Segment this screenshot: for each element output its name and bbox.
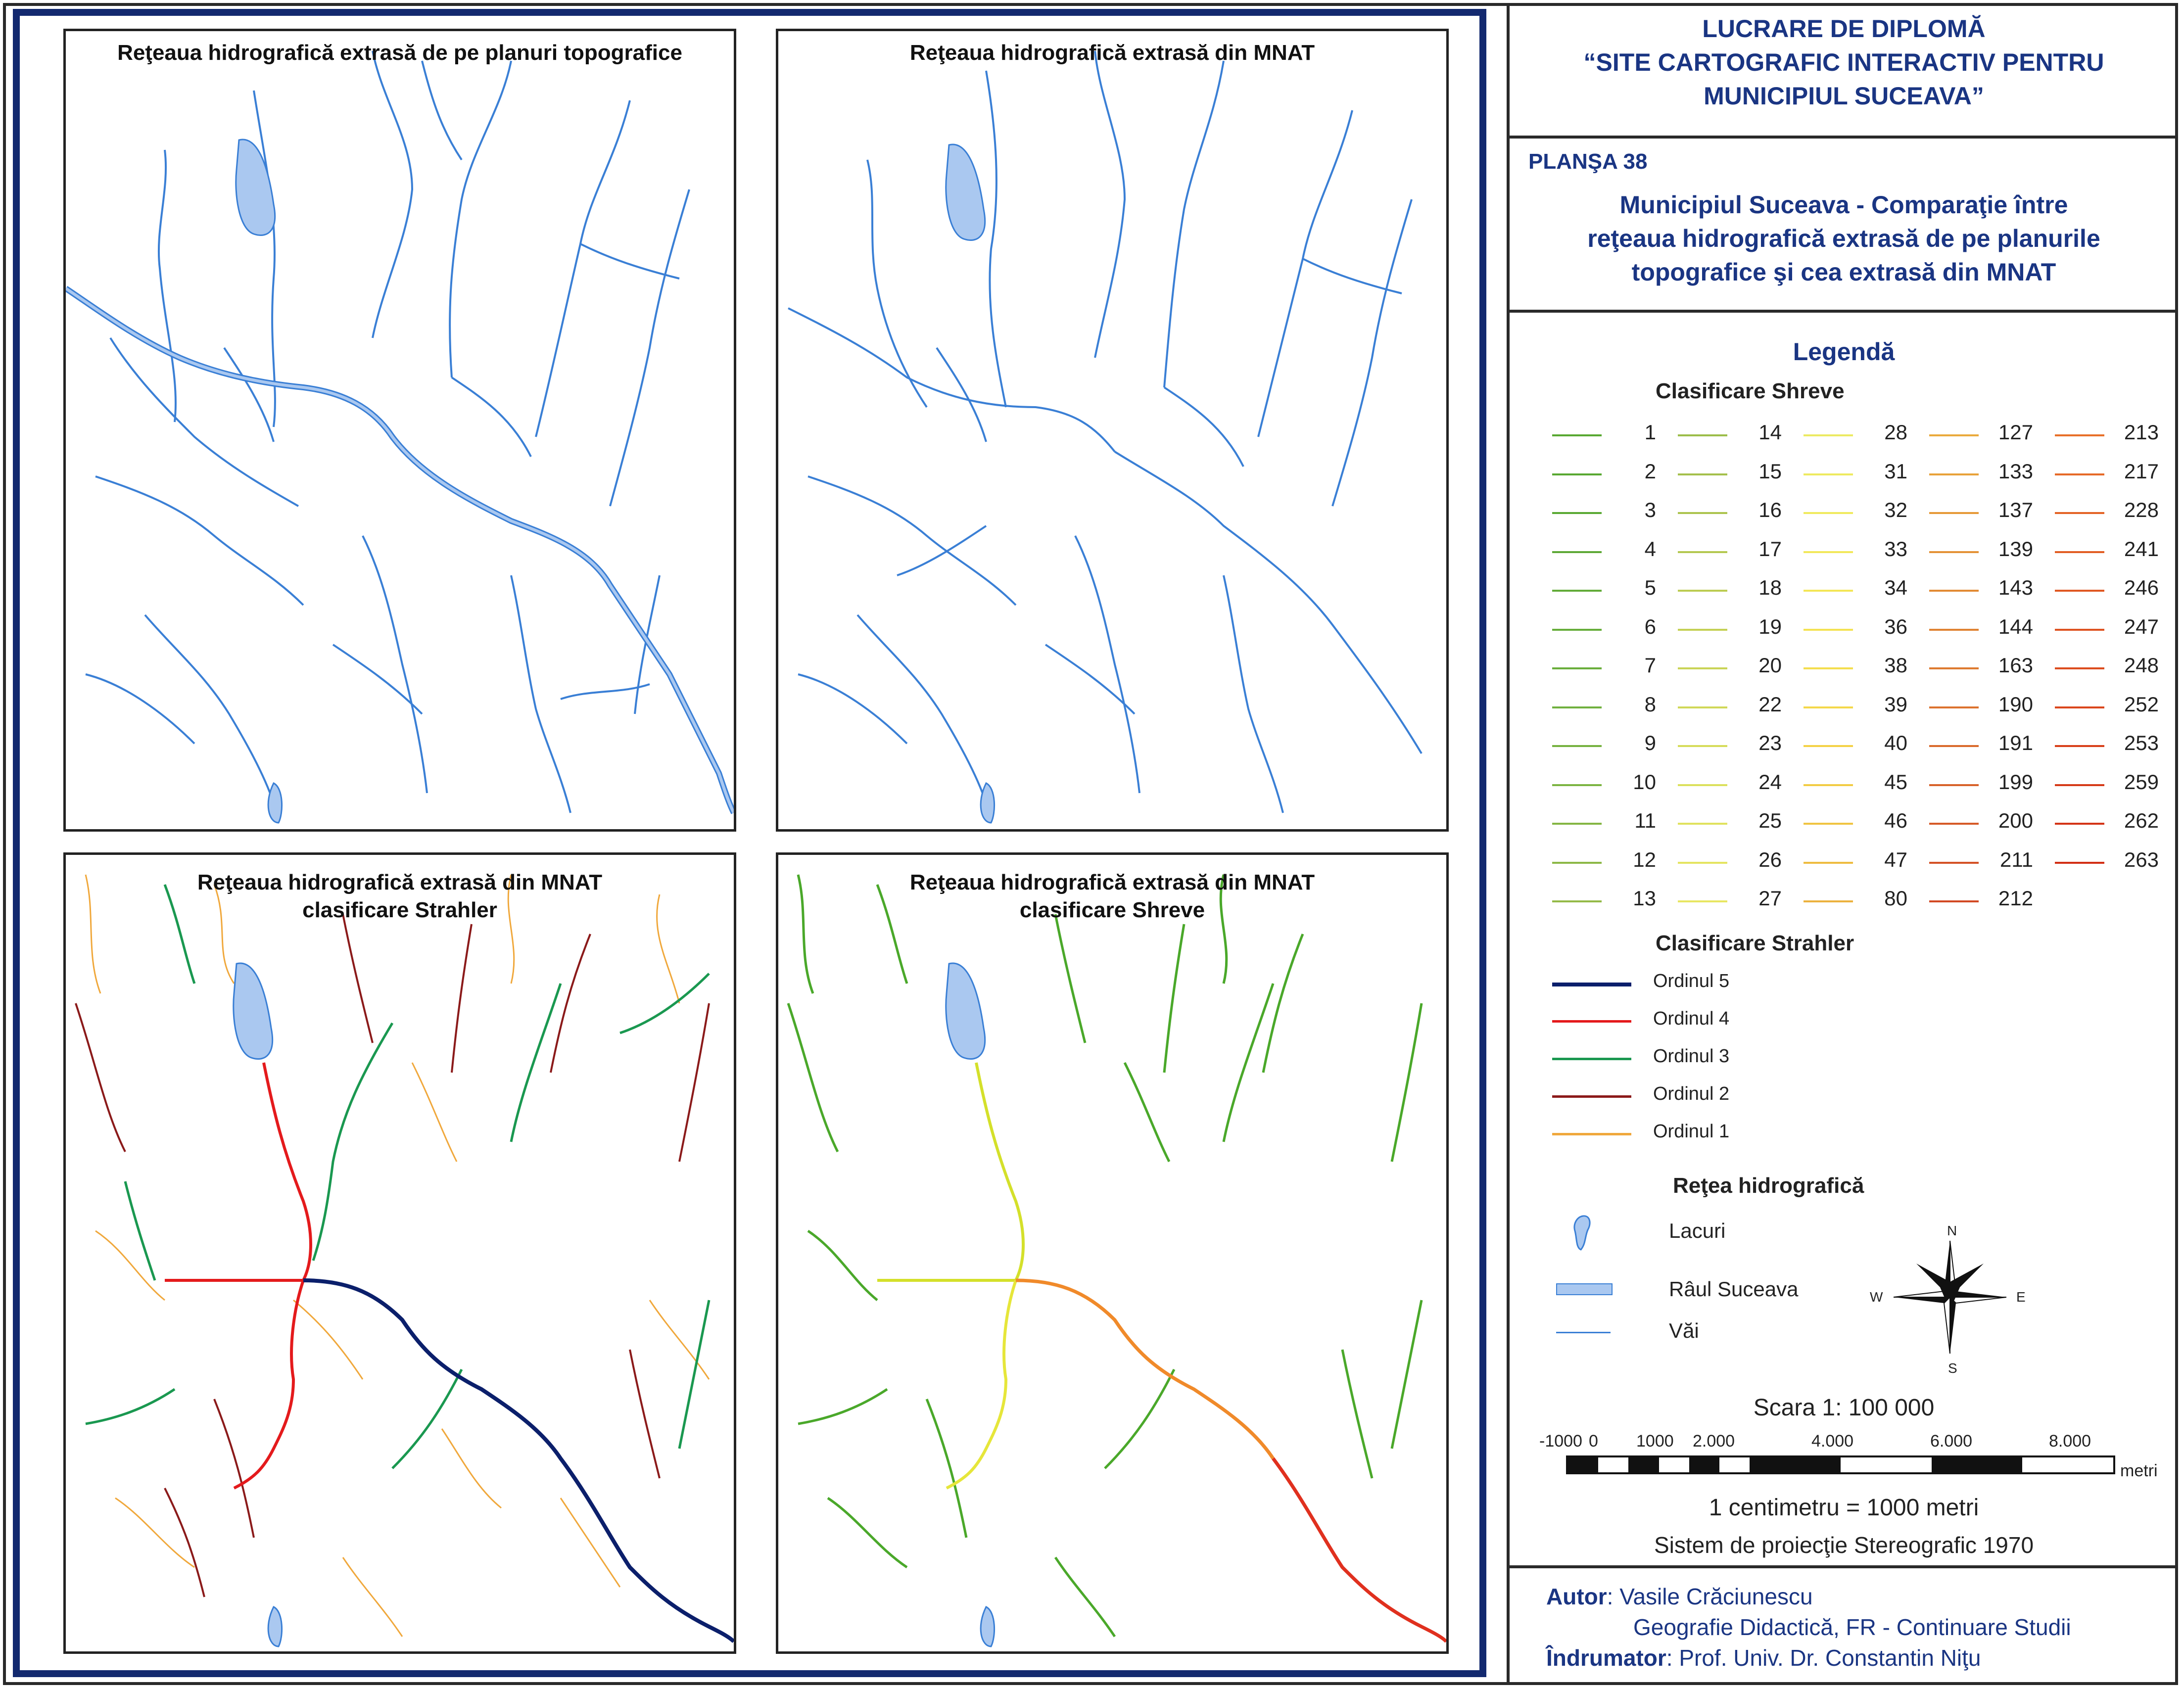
shreve-label: 6 — [1644, 614, 1656, 638]
advisor-label: Îndrumator — [1546, 1645, 1666, 1671]
strahler-swatch — [1552, 1020, 1631, 1023]
shreve-swatch — [1552, 473, 1602, 475]
shreve-label: 25 — [1758, 809, 1782, 832]
suceava-river — [66, 288, 734, 813]
shreve-label: 27 — [1758, 887, 1782, 910]
author-line — [1546, 1583, 1813, 1610]
shreve-label: 47 — [1884, 847, 1907, 871]
shreve-label: 247 — [2124, 614, 2159, 638]
shreve-swatch — [1678, 900, 1727, 902]
shreve-label: 9 — [1644, 731, 1656, 754]
shreve-swatch — [1552, 590, 1602, 592]
panel-1-title: Reţeaua hidrografică extrasă de pe planuri topografice — [117, 41, 682, 65]
shreve-swatch — [1804, 473, 1853, 475]
shreve-swatch — [2055, 629, 2104, 631]
scale-tick-label: -1000 — [1539, 1432, 1582, 1451]
shreve-label: 40 — [1884, 731, 1907, 754]
lake — [234, 963, 273, 1059]
shreve-swatch — [1929, 590, 1979, 592]
panel-dem-map — [778, 31, 1446, 829]
shreve-swatch — [2055, 590, 2104, 592]
shreve-label: 253 — [2124, 731, 2159, 754]
panel-dem — [776, 29, 1449, 832]
projection-note: Sistem de proiecţie Stereografic 1970 — [1654, 1532, 2034, 1558]
scale-tick-label: 4.000 — [1811, 1432, 1854, 1451]
shreve-label: 5 — [1644, 576, 1656, 599]
shreve-swatch — [1552, 900, 1602, 902]
lake — [946, 144, 985, 240]
scale-tick-label: 0 — [1589, 1432, 1598, 1451]
shreve-swatch — [1804, 551, 1853, 553]
shreve-label: 16 — [1758, 498, 1782, 521]
scale-tick-label: 1000 — [1636, 1432, 1674, 1451]
lake — [268, 1607, 282, 1646]
shreve-label: 18 — [1758, 576, 1782, 599]
shreve-label: 17 — [1758, 537, 1782, 561]
panel-strahler — [63, 852, 736, 1654]
shreve-swatch — [1929, 823, 1979, 825]
shreve-swatch — [1678, 512, 1727, 514]
river-swatch — [1556, 1283, 1613, 1295]
shreve-swatch — [1552, 862, 1602, 864]
shreve-label: 191 — [1998, 731, 2033, 754]
shreve-swatch — [1929, 512, 1979, 514]
strahler-order-4 — [234, 1280, 303, 1488]
plate-number: PLANŞA 38 — [1528, 149, 1648, 174]
sidebar — [1507, 3, 2178, 1685]
shreve-swatch — [1804, 900, 1853, 902]
shreve-label: 36 — [1884, 614, 1907, 638]
panel-3-title-line1: Reţeaua hidrografică extrasă din MNAT — [197, 870, 603, 894]
shreve-swatch — [1678, 862, 1727, 864]
shreve-swatch — [1804, 823, 1853, 825]
strahler-swatch — [1552, 1133, 1631, 1135]
shreve-swatch — [2055, 667, 2104, 669]
lake — [981, 783, 994, 823]
shreve-label: 28 — [1884, 421, 1907, 444]
shreve-label: 199 — [1998, 770, 2033, 794]
shreve-label: 31 — [1884, 459, 1907, 483]
shreve-label: 127 — [1998, 421, 2033, 444]
shreve-swatch — [1552, 784, 1602, 786]
panel-topographic-map — [66, 31, 734, 829]
panel-3-title-line2: clasificare Strahler — [302, 898, 497, 922]
shreve-label: 8 — [1644, 692, 1656, 716]
author-label: Autor — [1546, 1584, 1607, 1609]
shreve-swatch — [1678, 473, 1727, 475]
shreve-swatch — [1552, 745, 1602, 747]
valley-network — [788, 51, 1422, 813]
lake — [946, 963, 985, 1059]
shreve-label: 139 — [1998, 537, 2033, 561]
shreve-swatch — [1552, 512, 1602, 514]
lake-swatch-icon — [1568, 1213, 1598, 1253]
river-label: Râul Suceava — [1669, 1277, 1799, 1301]
strahler-label: Ordinul 3 — [1653, 1046, 1730, 1067]
strahler-order-1 — [86, 875, 709, 1637]
shreve-label: 163 — [1998, 654, 2033, 677]
header-box — [1507, 3, 2178, 139]
shreve-label: 2 — [1644, 459, 1656, 483]
shreve-swatch — [1804, 706, 1853, 708]
lake — [268, 783, 282, 823]
shreve-swatch — [1678, 784, 1727, 786]
shreve-label: 19 — [1758, 614, 1782, 638]
shreve-label: 259 — [2124, 770, 2159, 794]
panel-2-title: Reţeaua hidrografică extrasă din MNAT — [909, 41, 1315, 65]
shreve-swatch — [2055, 551, 2104, 553]
shreve-label: 1 — [1644, 421, 1656, 444]
shreve-label: 39 — [1884, 692, 1907, 716]
shreve-mid-order — [877, 1063, 1023, 1280]
strahler-swatch — [1552, 1095, 1631, 1098]
strahler-order-2 — [76, 914, 709, 1597]
shreve-label: 212 — [1998, 887, 2033, 910]
scale-tick-label: 8.000 — [2049, 1432, 2091, 1451]
panel-3-title — [66, 869, 734, 924]
header-line3: MUNICIPIUL SUCEAVA” — [1704, 82, 1984, 110]
shreve-swatch — [1929, 629, 1979, 631]
strahler-label: Ordinul 1 — [1653, 1121, 1730, 1142]
shreve-low-order — [788, 875, 1422, 1637]
shreve-swatch — [1804, 629, 1853, 631]
strahler-order-4 — [165, 1063, 311, 1280]
shreve-label: 22 — [1758, 692, 1782, 716]
scale-title: Scara 1: 100 000 — [1753, 1395, 1935, 1421]
shreve-swatch — [1552, 706, 1602, 708]
shreve-label: 34 — [1884, 576, 1907, 599]
shreve-highest-order — [1273, 1458, 1446, 1641]
shreve-swatch — [2055, 823, 2104, 825]
shreve-swatch — [1678, 823, 1727, 825]
shreve-swatch — [2055, 862, 2104, 864]
scale-unit: metri — [2120, 1461, 2158, 1480]
shreve-swatch — [1678, 551, 1727, 553]
shreve-label: 228 — [2124, 498, 2159, 521]
shreve-label: 14 — [1758, 421, 1782, 444]
shreve-label: 213 — [2124, 421, 2159, 444]
shreve-swatch — [1552, 551, 1602, 553]
shreve-label: 241 — [2124, 537, 2159, 561]
shreve-label: 23 — [1758, 731, 1782, 754]
shreve-label: 46 — [1884, 809, 1907, 832]
shreve-label: 20 — [1758, 654, 1782, 677]
strahler-title: Clasificare Strahler — [1656, 931, 1854, 955]
shreve-mid-order — [947, 1280, 1016, 1488]
valley-swatch — [1556, 1332, 1611, 1333]
shreve-swatch — [1929, 551, 1979, 553]
shreve-label: 3 — [1644, 498, 1656, 521]
header-line1: LUCRARE DE DIPLOMĂ — [1702, 15, 1986, 43]
plate-title-line2: reţeaua hidrografică extrasă de pe planurile — [1587, 225, 2100, 252]
shreve-label: 32 — [1884, 498, 1907, 521]
plate-title-line3: topografice şi cea extrasă din MNAT — [1631, 258, 2056, 286]
scale-bar — [1566, 1455, 2115, 1474]
shreve-swatch — [1929, 706, 1979, 708]
author-program: Geografie Didactică, FR - Continuare Studii — [1633, 1614, 2071, 1640]
shreve-swatch — [1929, 667, 1979, 669]
shreve-swatch — [2055, 706, 2104, 708]
panel-topographic — [63, 29, 736, 832]
compass-w: W — [1870, 1289, 1883, 1305]
panel-shreve-map — [778, 855, 1446, 1651]
legend-title: Legendă — [1793, 338, 1895, 366]
author-name: : Vasile Crăciunescu — [1607, 1584, 1813, 1609]
shreve-label: 4 — [1644, 537, 1656, 561]
shreve-label: 7 — [1644, 654, 1656, 677]
shreve-label: 13 — [1633, 887, 1656, 910]
lake — [236, 140, 275, 235]
legend-box — [1507, 313, 2178, 1568]
shreve-label: 12 — [1633, 847, 1656, 871]
shreve-swatch — [1929, 473, 1979, 475]
suceava-river-fill — [66, 288, 734, 813]
shreve-swatch — [1678, 629, 1727, 631]
plate-title-line1: Municipiul Suceava - Comparaţie între — [1619, 191, 2068, 219]
header-line2: “SITE CARTOGRAFIC INTERACTIV PENTRU — [1583, 48, 2104, 76]
shreve-swatch — [1804, 590, 1853, 592]
shreve-label: 38 — [1884, 654, 1907, 677]
strahler-order-5 — [303, 1280, 734, 1641]
credits-box — [1507, 1568, 2178, 1685]
shreve-swatch — [1929, 434, 1979, 436]
shreve-swatch — [1678, 706, 1727, 708]
shreve-swatch — [2055, 745, 2104, 747]
shreve-label: 80 — [1884, 887, 1907, 910]
shreve-label: 248 — [2124, 654, 2159, 677]
shreve-label: 262 — [2124, 809, 2159, 832]
scale-tick-label: 2.000 — [1693, 1432, 1735, 1451]
advisor-name: : Prof. Univ. Dr. Constantin Niţu — [1666, 1645, 1981, 1671]
shreve-swatch — [1678, 745, 1727, 747]
shreve-swatch — [1804, 784, 1853, 786]
shreve-label: 246 — [2124, 576, 2159, 599]
shreve-swatch — [1804, 745, 1853, 747]
panel-strahler-map — [66, 855, 734, 1651]
shreve-title: Clasificare Shreve — [1656, 379, 1845, 403]
strahler-label: Ordinul 2 — [1653, 1083, 1730, 1104]
shreve-label: 190 — [1998, 692, 2033, 716]
panel-4-title — [778, 869, 1446, 924]
scale-note: 1 centimetru = 1000 metri — [1709, 1495, 1979, 1521]
shreve-swatch — [1804, 512, 1853, 514]
shreve-swatch — [1929, 862, 1979, 864]
compass-s: S — [1948, 1360, 1957, 1376]
strahler-swatch — [1552, 983, 1631, 986]
strahler-label: Ordinul 5 — [1653, 971, 1730, 991]
lakes-label: Lacuri — [1669, 1219, 1726, 1242]
shreve-label: 143 — [1998, 576, 2033, 599]
shreve-label: 45 — [1884, 770, 1907, 794]
shreve-swatch — [1552, 629, 1602, 631]
strahler-label: Ordinul 4 — [1653, 1008, 1730, 1029]
compass-rose-icon — [1886, 1233, 2014, 1361]
plate-box — [1507, 139, 2178, 313]
panel-4-title-line1: Reţeaua hidrografică extrasă din MNAT — [909, 870, 1315, 894]
shreve-label: 11 — [1634, 809, 1656, 832]
shreve-swatch — [1552, 823, 1602, 825]
shreve-swatch — [1678, 434, 1727, 436]
panel-4-title-line2: clasificare Shreve — [1019, 898, 1205, 922]
shreve-swatch — [1929, 784, 1979, 786]
shreve-high-order — [1016, 1280, 1273, 1458]
shreve-swatch — [1552, 667, 1602, 669]
lake — [981, 1607, 994, 1646]
shreve-swatch — [1929, 900, 1979, 902]
strahler-swatch — [1552, 1058, 1631, 1060]
compass-n: N — [1947, 1223, 1957, 1238]
valleys-label: Văi — [1669, 1319, 1699, 1342]
scale-tick-label: 6.000 — [1930, 1432, 1973, 1451]
shreve-swatch — [1678, 667, 1727, 669]
shreve-label: 200 — [1998, 809, 2033, 832]
shreve-label: 24 — [1758, 770, 1782, 794]
shreve-label: 26 — [1758, 847, 1782, 871]
shreve-label: 217 — [2124, 459, 2159, 483]
shreve-label: 33 — [1884, 537, 1907, 561]
shreve-swatch — [2055, 784, 2104, 786]
shreve-swatch — [2055, 512, 2104, 514]
shreve-swatch — [2055, 434, 2104, 436]
compass-e: E — [2016, 1289, 2026, 1305]
shreve-swatch — [1678, 590, 1727, 592]
hydro-title: Reţea hidrografică — [1673, 1173, 1864, 1198]
shreve-label: 211 — [2000, 847, 2033, 871]
shreve-label: 137 — [1998, 498, 2033, 521]
shreve-label: 263 — [2124, 847, 2159, 871]
shreve-label: 10 — [1633, 770, 1656, 794]
shreve-swatch — [2055, 473, 2104, 475]
strahler-order-3 — [86, 885, 709, 1468]
shreve-swatch — [1929, 745, 1979, 747]
shreve-label: 252 — [2124, 692, 2159, 716]
shreve-label: 15 — [1758, 459, 1782, 483]
shreve-swatch — [1804, 862, 1853, 864]
shreve-label: 133 — [1998, 459, 2033, 483]
shreve-label: 144 — [1998, 614, 2033, 638]
advisor-line — [1546, 1644, 1981, 1671]
shreve-swatch — [1552, 434, 1602, 436]
shreve-swatch — [1804, 667, 1853, 669]
panel-shreve — [776, 852, 1449, 1654]
shreve-swatch — [1804, 434, 1853, 436]
